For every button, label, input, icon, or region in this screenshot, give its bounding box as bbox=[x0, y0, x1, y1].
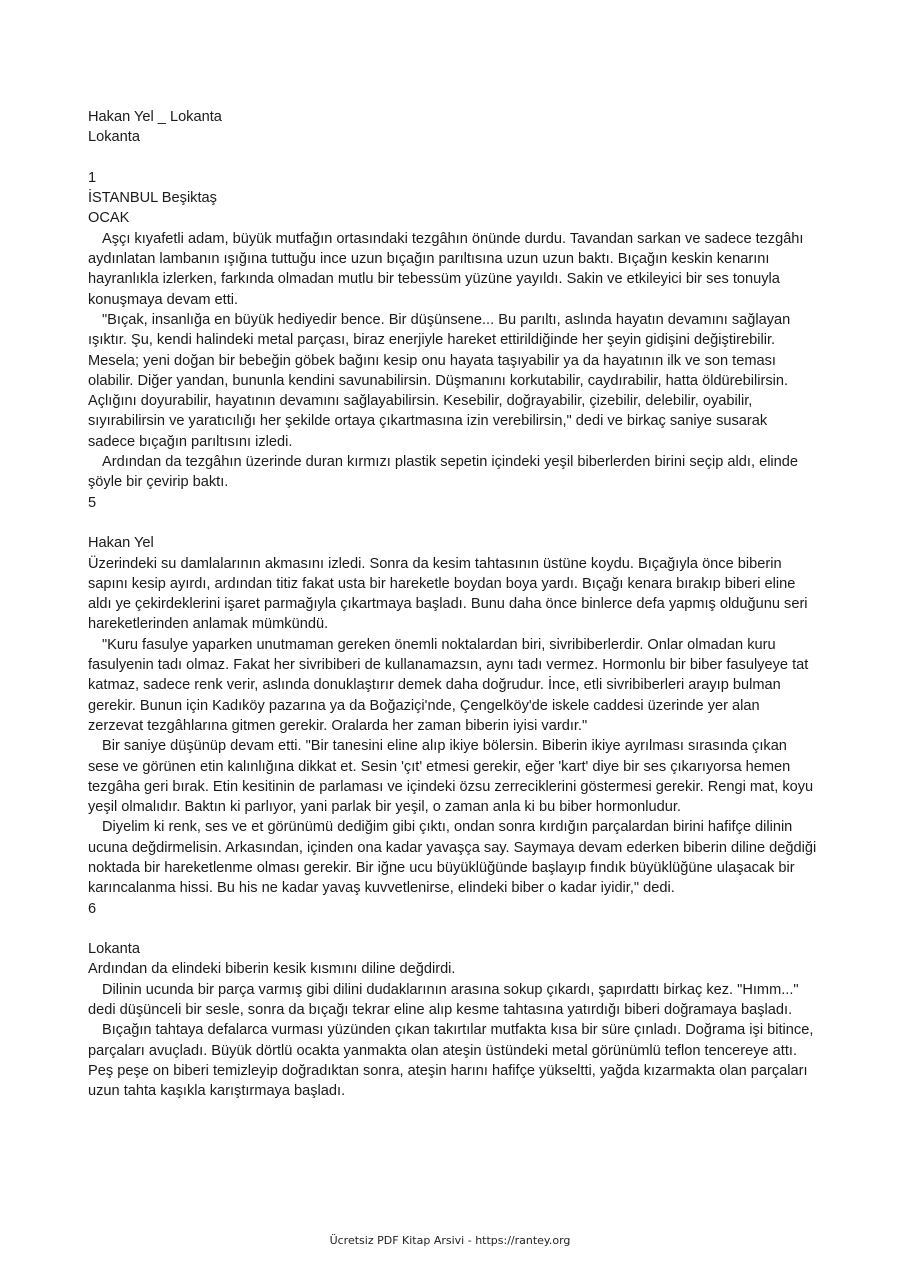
paragraph: Aşçı kıyafetli adam, büyük mutfağın ortasındaki tezgâhın önünde durdu. Tavandan sarkan ve sadece tezgâhı aydınlatan lambanın ışığına tuttuğu ince uzun bıçağın parıltısına uzun uzun baktı. Bıçağın keskin kenarını hayranlıkla izlerken, farkında olmadan mutlu bir tebessüm yüzüne yayıldı. Sakin ve etkileyici bir ses tonuyla konuşmaya devam etti. bbox=[88, 230, 804, 308]
spacer bbox=[88, 919, 818, 939]
paragraph: Ardından da elindeki biberin kesik kısmını diline değdirdi. bbox=[88, 961, 456, 978]
paragraph: Bıçağın tahtaya defalarca vurması yüzünden çıkan takırtılar mutfakta kısa bir süre çınladı. Doğrama işi bitince, parçaları avuçladı. Büyük dörtlü ocakta yanmakta olan ateşin üstündeki metal görünümlü teflon tencereye attı. Peş peşe on biberi temizleyip doğradıktan sonra, ateşin harını hafifçe yükseltti, yağda kızarmakta olan parçaları uzun tahta kaşıkla karıştırmaya başladı. bbox=[88, 1022, 814, 1100]
document-title: Hakan Yel _ Lokanta bbox=[88, 109, 222, 125]
page-number: 5 bbox=[88, 494, 97, 511]
spacer bbox=[88, 513, 818, 533]
running-head: Lokanta bbox=[88, 941, 140, 958]
paragraph: Bir saniye düşünüp devam etti. "Bir tanesini eline alıp ikiye bölersin. Biberin ikiye ayrılması sırasında çıkan sese ve görünen etin kalınlığına dikkat et. Sesin 'çıt' etmesi gerekir, eğer 'kart' diye bir ses çıkarıyorsa hemen tezgâha geri bırak. Etin kesitinin de parlaması ve içindeki özsu zerreciklerini göstermesi gerekir. Rengi mat, koyu yeşil olmalıdır. Baktın ki parlıyor, yani parlak bir yeşil, o zaman anla ki bu biber hormonludur. bbox=[88, 738, 814, 816]
running-head: Hakan Yel bbox=[88, 535, 154, 552]
paragraph: Diyelim ki renk, ses ve et görünümü dediğim gibi çıktı, ondan sonra kırdığın parçalardan birini hafifçe dilinin ucuna değdirmelisin. Arkasından, içinden ona kadar yavaşça say. Saymaya devam ederken biberin diline değdiği noktada bir hareketlenme olması gerekir. Bir iğne ucu büyüklüğünde başlayıp fındık büyüklüğüne ulaşacak bir karıncalanma hissi. Bu his ne kadar yavaş kuvvetlenirse, elindeki biber o kadar iyidir," dedi. bbox=[88, 819, 817, 897]
paragraph: Dilinin ucunda bir parça varmış gibi dilini dudaklarının arasına sokup çıkardı, şapırdattı birkaç kez. "Hımm..." dedi düşünceli bir sesle, sonra da bıçağı tekrar eline alıp kesme tahtasına yatırdığı biberi doğramaya başladı. bbox=[88, 981, 799, 1019]
chapter-month: OCAK bbox=[88, 210, 130, 227]
spacer bbox=[88, 148, 818, 168]
footer-link-text: Ücretsiz PDF Kitap Arsivi - https://rantey.org bbox=[329, 1234, 571, 1247]
chapter-place: İSTANBUL Beşiktaş bbox=[88, 190, 217, 207]
paragraph: Üzerindeki su damlalarının akmasını izledi. Sonra da kesim tahtasının üstüne koydu. Bıçağıyla önce biberin sapını kesip ayırdı, ardından titiz fakat usta bir hareketle boydan boya yardı. Bıçağı kenara bırakıp biberi eline aldı ye çekirdeklerini işaret parmağıyla çıkartmaya başladı. Bunu daha önce binlerce defa yapmış olduğunu seri hareketlerinden anlamak mümkündü. bbox=[88, 555, 808, 633]
chapter-number: 1 bbox=[88, 169, 97, 186]
paragraph: "Kuru fasulye yaparken unutmaman gereken önemli noktalardan biri, sivribiberlerdir. Onlar olmadan kuru fasulyenin tadı olmaz. Fakat her sivribiberi de kullanamazsın, aynı tadı vermez. Hormonlu bir biber fasulyeye tat katmaz, sadece renk verir, aslında donuklaştırır demek daha doğrudur. İnce, etli sivribiberleri arayıp bulman gerekir. Bunun için Kadıköy pazarına ya da Boğaziçi'nde, Çengelköy'de iskele caddesi üzerinde yer alan zerzevat tezgâhlarına gitmen gerekir. Oralarda her zaman biberin iyisi vardır." bbox=[88, 636, 809, 734]
paragraph: Ardından da tezgâhın üzerinde duran kırmızı plastik sepetin içindeki yeşil biberlerden birini seçip aldı, elinde şöyle bir çevirip baktı. bbox=[88, 454, 799, 491]
document-subtitle: Lokanta bbox=[88, 129, 140, 146]
paragraph: "Bıçak, insanlığa en büyük hediyedir bence. Bir düşünsene... Bu parıltı, aslında hayatın devamını sağlayan ışıktır. Şu, kendi halindeki metal parçası, biraz enerjiyle hareket ettirildiğinde her şeyin gidişini değiştirebilir. Mesela; yeni doğan bir bebeğin göbek bağını kesip onu hayata taşıyabilir ya da hayatının ilk ve son teması olabilir. Diğer yandan, bununla kendini savunabilirsin. Düşmanını korkutabilir, caydırabilir, hatta öldürebilirsin. Açlığını doyurabilir, hayatının devamını sağlayabilirsin. Kesebilir, doğrayabilir, çizebilir, delebilir, oyabilir, sıyırabilirsin ve yaratıcılığı her şekilde ortaya çıkartmasına izin verebilirsin," dedi ve birkaç saniye susarak sadece bıçağın parıltısını izledi. bbox=[88, 311, 791, 450]
book-page bbox=[88, 107, 818, 1102]
page-number: 6 bbox=[88, 900, 97, 917]
